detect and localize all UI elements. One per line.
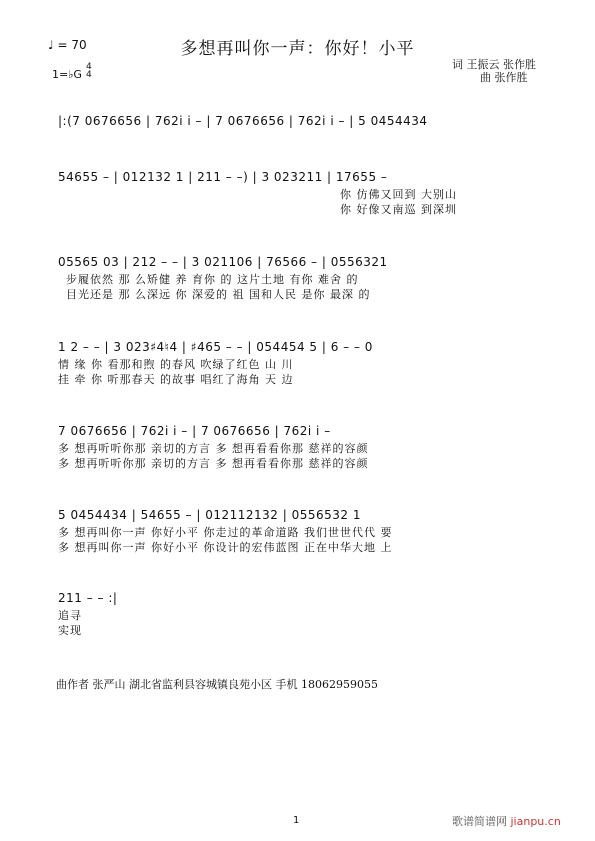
score-row-2-lyric-2: 你 好像又南巡 到深圳: [340, 203, 457, 216]
score-row-2-lyric-1: 你 仿佛又回到 大别山: [340, 188, 457, 201]
score-row-7-lyric-2: 实现: [58, 624, 82, 637]
page-number: 1: [293, 815, 300, 826]
score-row-6-lyric-1: 多 想再叫你一声 你好小平 你走过的革命道路 我们世世代代 要: [58, 526, 393, 539]
time-signature-top: 4: [86, 62, 92, 72]
credits: [452, 58, 536, 84]
time-signature: [86, 63, 92, 79]
watermark-url: jianpu.cn: [510, 815, 561, 828]
watermark: [452, 813, 561, 829]
score-row-1-notes: |:(7 0676656 | 762i i – | 7 0676656 | 762i i – | 5 0454434: [58, 114, 428, 128]
score-row-4-notes: 1 2 – – | 3 023♯4♮4 | ♯465 – – | 054454 5 | 6 – – 0: [58, 340, 373, 354]
composer-credit: 曲 张作胜: [480, 71, 528, 84]
lyricist-credit: 词 王振云 张作胜: [452, 58, 536, 71]
score-row-7-notes: 211 – – :|: [58, 591, 118, 605]
time-signature-bottom: 4: [86, 70, 92, 80]
score-row-5-lyric-1: 多 想再听听你那 亲切的方言 多 想再看看你那 慈祥的容颜: [58, 442, 369, 455]
score-row-2-notes: 54655 – | 012132 1 | 211 – –) | 3 023211 | 17655 –: [58, 170, 388, 184]
watermark-site: 歌谱简谱网: [452, 815, 507, 828]
key-signature: 1=♭G: [52, 68, 82, 81]
tempo-marking: ♩ = 70: [48, 38, 87, 52]
score-row-5-notes: 7 0676656 | 762i i – | 7 0676656 | 762i i –: [58, 424, 331, 438]
song-title: 多想再叫你一声：你好！小平: [180, 39, 415, 59]
score-row-3-lyric-1: 步履依然 那 么矫健 养 育你 的 这片土地 有你 难舍 的: [66, 273, 359, 286]
score-row-6-notes: 5 0454434 | 54655 – | 012112132 | 0556532 1: [58, 508, 362, 522]
score-row-4-lyric-2: 挂 牵 你 听那春天 的故事 唱红了海角 天 边: [58, 373, 294, 386]
composer-contact: 曲作者 张严山 湖北省监利县容城镇良苑小区 手机 18062959055: [56, 678, 378, 691]
score-row-3-notes: 05565 03 | 212 – – | 3 021106 | 76566 – | 0556321: [58, 255, 388, 269]
score-row-5-lyric-2: 多 想再听听你那 亲切的方言 多 想再看看你那 慈祥的容颜: [58, 457, 369, 470]
score-row-6-lyric-2: 多 想再叫你一声 你好小平 你设计的宏伟蓝图 正在中华大地 上: [58, 541, 393, 554]
score-row-7-lyric-1: 追寻: [58, 609, 82, 622]
score-row-4-lyric-1: 情 缘 你 看那和煦 的春风 吹绿了红色 山 川: [58, 358, 294, 371]
score-row-3-lyric-2: 目光还是 那 么深远 你 深爱的 祖 国和人民 是你 最深 的: [66, 288, 371, 301]
